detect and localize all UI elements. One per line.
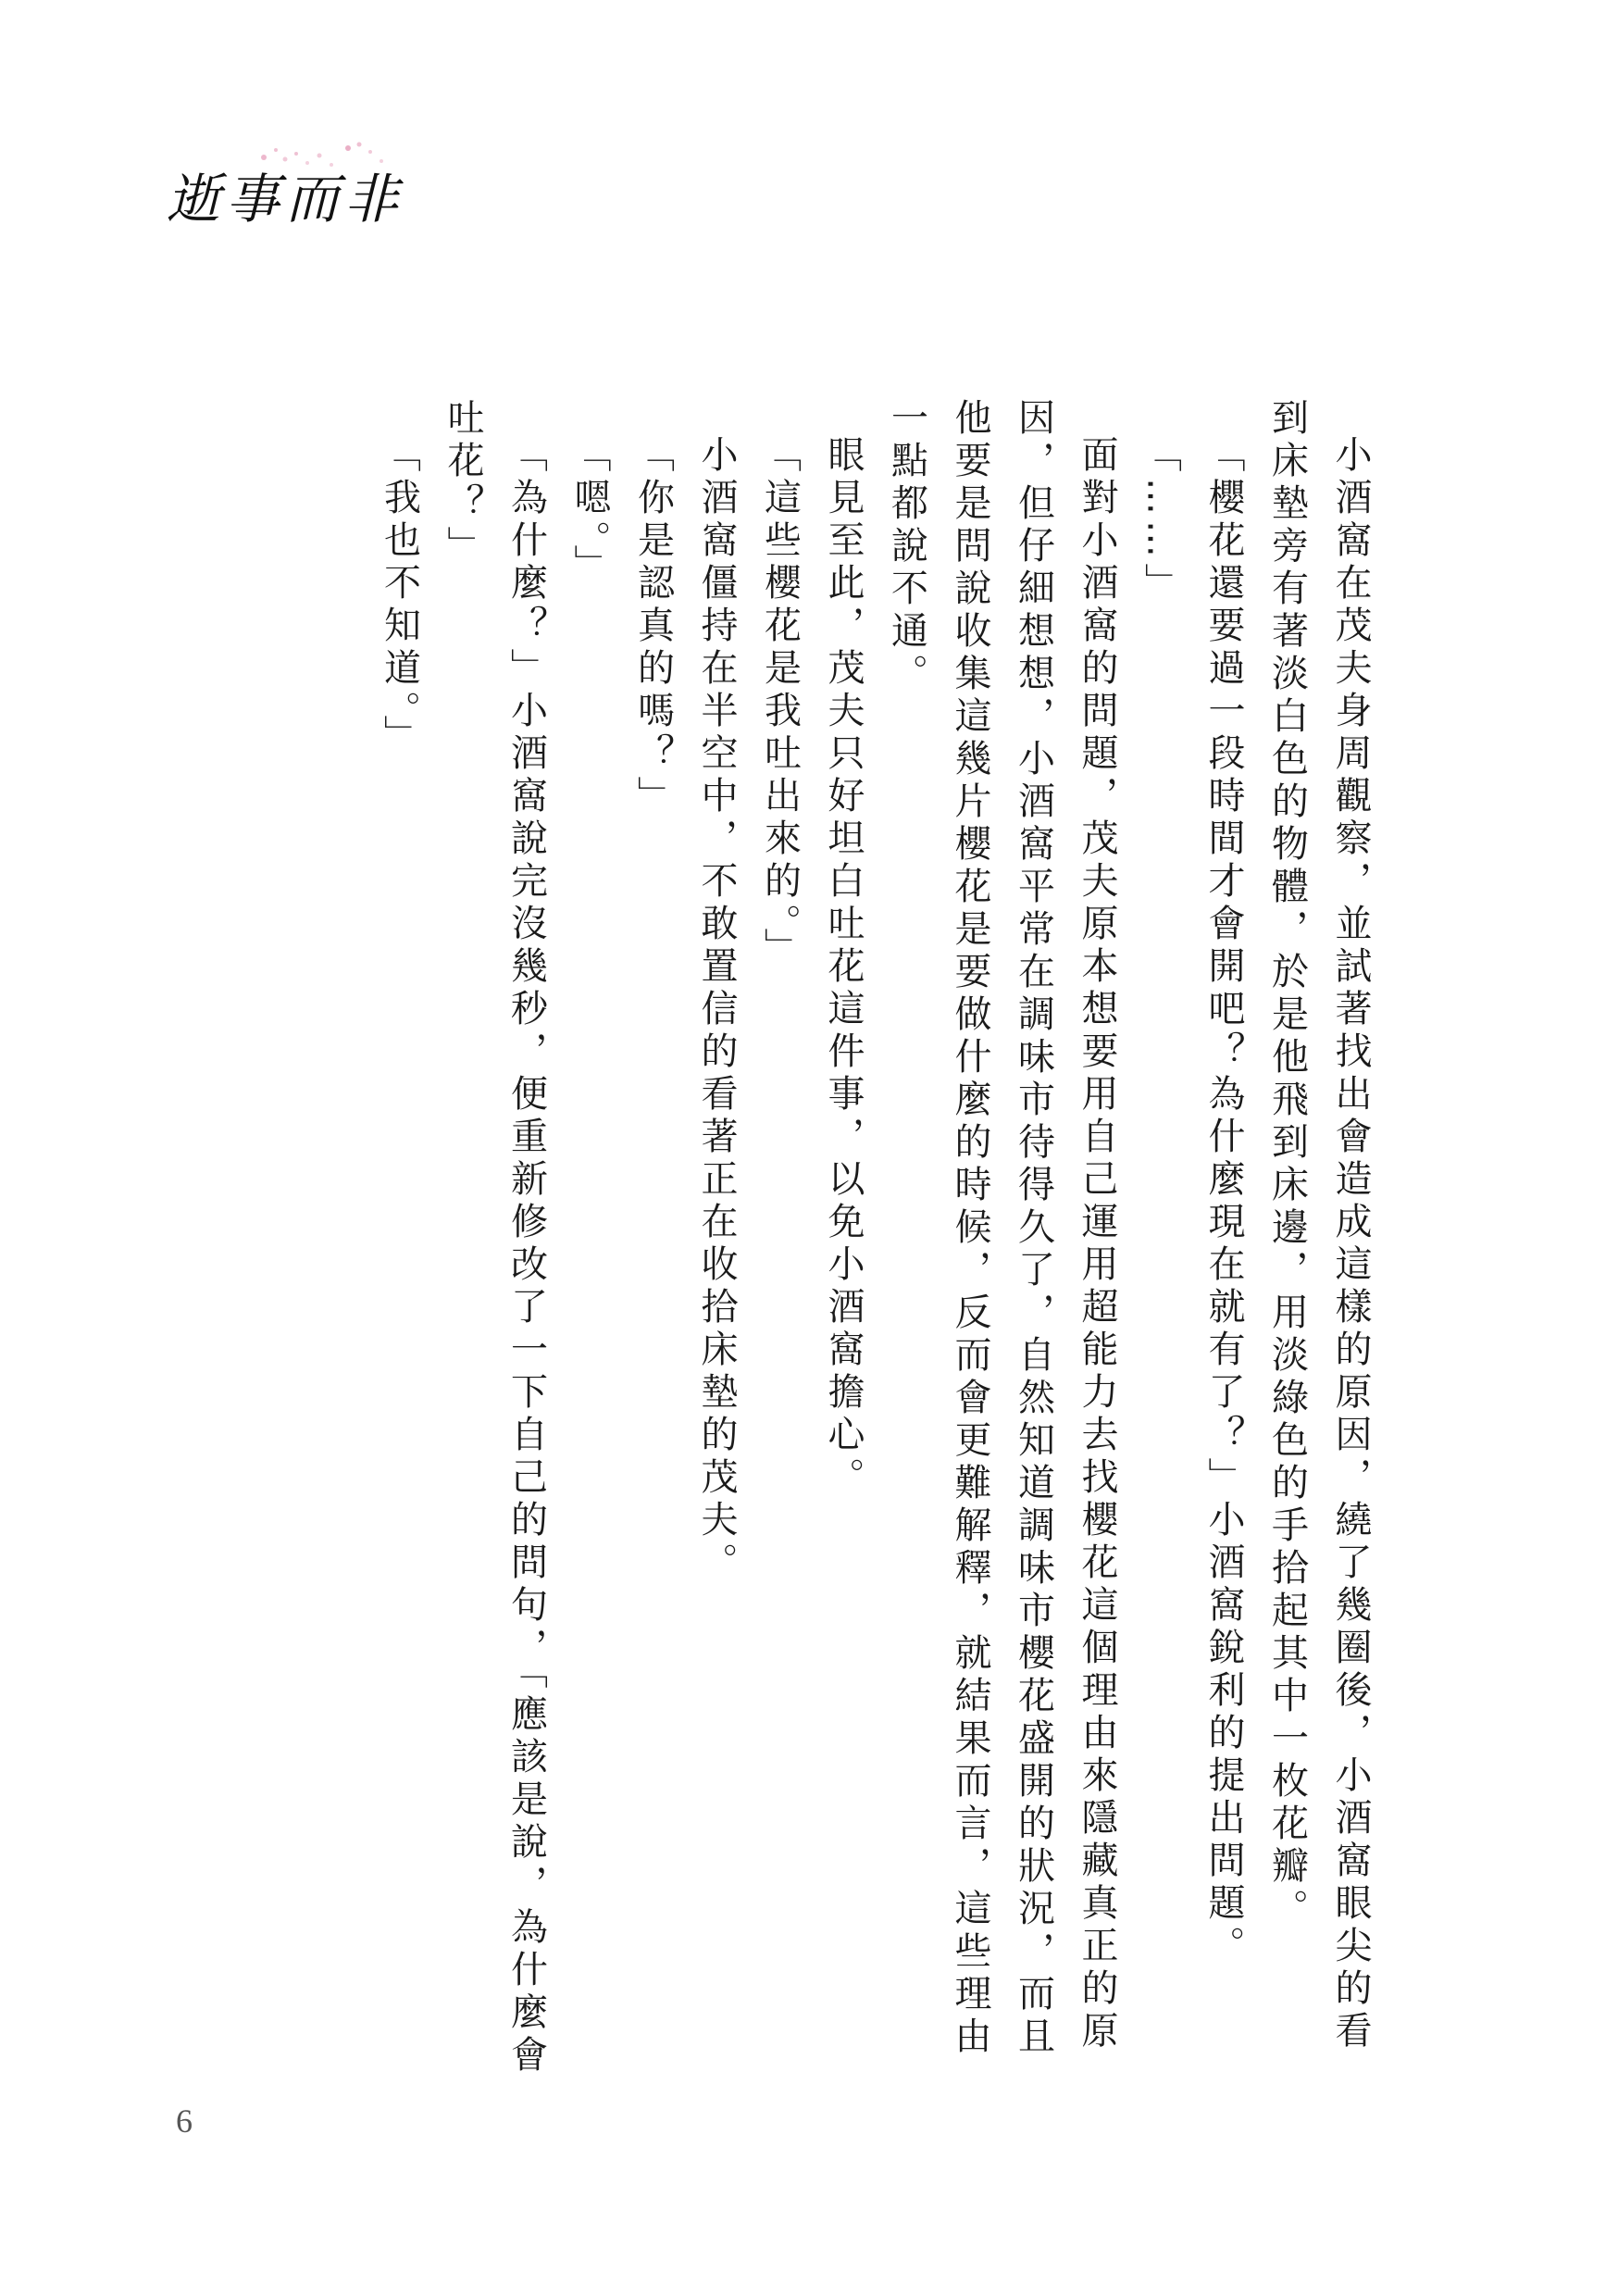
paragraph: 「嗯。」 [568,435,611,587]
paragraph: 「……」 [1139,435,1182,605]
paragraph: 「為什麼？」小酒窩說完沒幾秒，便重新修改了一下自己的問句，「應該是說，為什麼會吐花？」 [442,398,548,2078]
petal-dot [357,143,362,147]
paragraph: 眼見至此，茂夫只好坦白吐花這件事，以免小酒窩擔心。 [822,435,865,1500]
paragraph: 「這些櫻花是我吐出來的。」 [758,435,802,970]
petal-dot [345,145,351,151]
paragraph: 小酒窩僵持在半空中，不敢置信的看著正在收拾床墊的茂夫。 [695,435,738,1585]
paragraph: 「你是認真的嗎？」 [631,435,675,818]
paragraph: 面對小酒窩的問題，茂夫原本想要用自己運用超能力去找櫻花這個理由來隱藏真正的原因，但仔細想想，小酒窩平常在調味市待得久了，自然知道調味市櫻花盛開的狀況，而且他要是問說收集這幾片櫻花是要做什麼的時候，反而會更難解釋，就結果而言，這些理由一點都說不通。 [885,398,1118,2059]
logo-text: 逝事而非 [167,168,404,231]
paragraph: 「櫻花還要過一段時間才會開吧？為什麼現在就有了？」小酒窩銳利的提出問題。 [1202,435,1245,1968]
petal-dot [368,150,372,154]
paragraph: 小酒窩在茂夫身周觀察，並試著找出會造成這樣的原因，繞了幾圈後，小酒窩眼尖的看到床墊旁有著淡白色的物體，於是他飛到床邊，用淡綠色的手拾起其中一枚花瓣。 [1265,398,1372,2053]
page-number: 6 [176,2103,193,2140]
petal-dot [274,148,278,152]
paragraph: 「我也不知道。」 [378,435,421,757]
header-logo [167,139,407,241]
vertical-text-body [225,398,1382,2092]
